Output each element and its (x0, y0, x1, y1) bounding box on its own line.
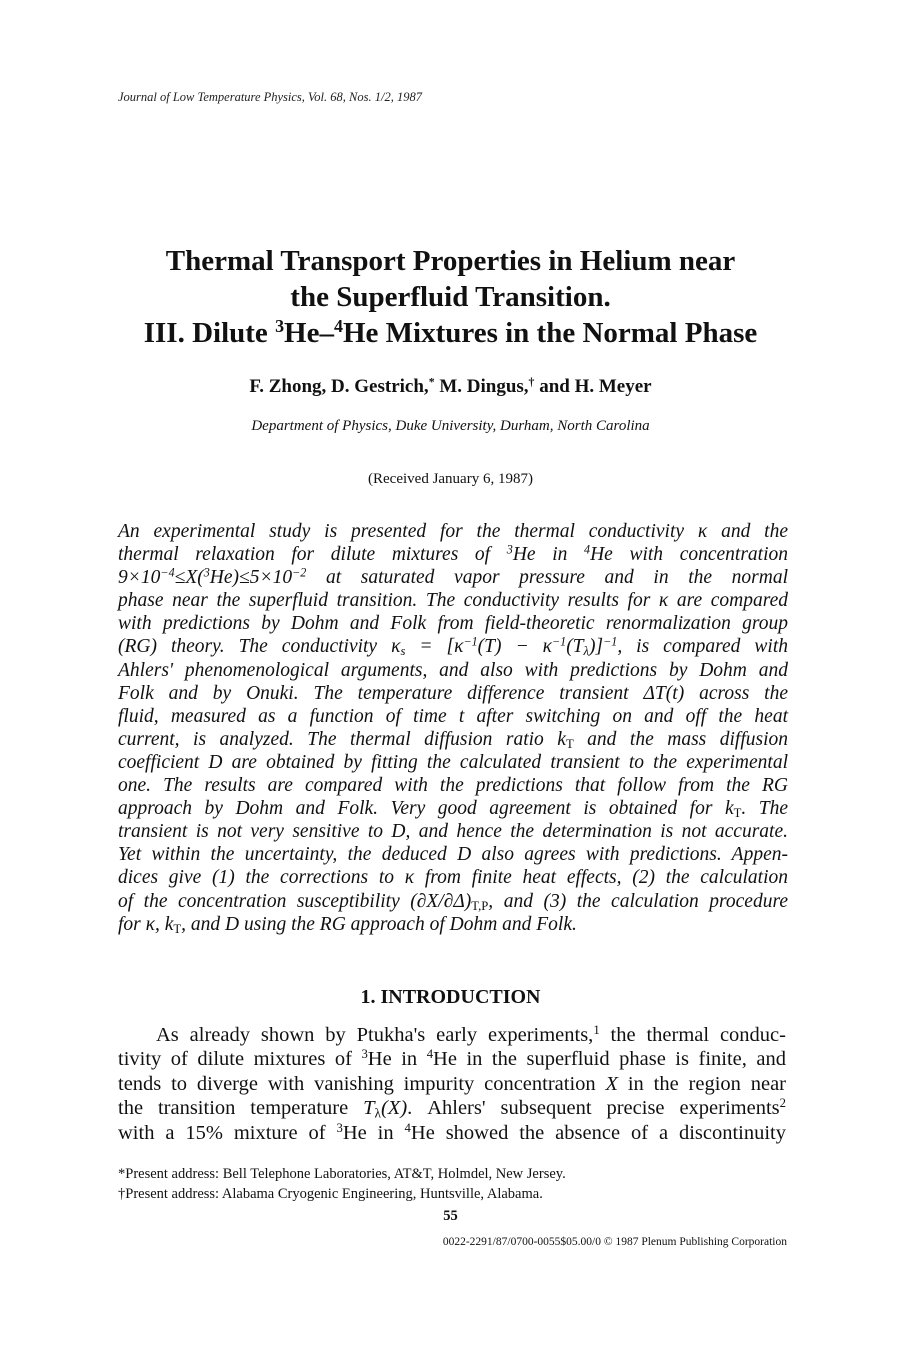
abstract-line: fluid, measured as a function of time t after switching on and off the heat (118, 705, 788, 727)
received-date: (Received January 6, 1987) (368, 471, 533, 487)
page-number: 55 (443, 1208, 458, 1224)
intro-line: the transition temperature $T_\lambda(X)$. Ahlers' subsequent precise experiments$^2$ (118, 1096, 786, 1121)
intro-paragraph (118, 1023, 786, 1145)
section-heading: 1. INTRODUCTION (360, 986, 541, 1008)
abstract-line: for κ, $k_T$, and D using the RG approach of Dohm and Folk. (118, 913, 577, 936)
abstract-line: current, is analyzed. The thermal diffusion ratio $k_T$ and the mass diffusion (118, 728, 788, 751)
abstract-line: (RG) theory. The conductivity $\kappa_s = [\kappa^{-1}(T) - \kappa^{-1}(T_\lambda)]^{-1}$, is compared with (118, 634, 788, 659)
abstract-line: with predictions by Dohm and Folk from field-theoretic renormalization group (118, 613, 788, 635)
title-line-2: the Superfluid Transition. (290, 281, 611, 313)
abstract-line: dices give (1) the corrections to κ from finite heat effects, (2) the calculation (118, 867, 788, 889)
footnote-2: †Present address: Alabama Cryogenic Engineering, Huntsville, Alabama. (118, 1186, 543, 1202)
title-line-3: III. Dilute $^3$He–$^4$He Mixtures in the Normal Phase (143, 316, 758, 349)
author-list: F. Zhong, D. Gestrich,* M. Dingus,† and H. Meyer (249, 375, 652, 397)
affiliation: Department of Physics, Duke University, Durham, North Carolina (251, 418, 650, 434)
intro-line: with a 15% mixture of $^3$He in $^4$He showed the absence of a discontinuity (118, 1120, 787, 1144)
abstract-line: Ahlers' phenomenological arguments, and also with predictions by Dohm and (118, 659, 788, 681)
intro-line: tivity of dilute mixtures of $^3$He in $^4$He in the superfluid phase is finite, and (118, 1047, 786, 1071)
abstract-line: Yet within the uncertainty, the deduced D also agrees with predictions. Appen- (118, 844, 788, 866)
abstract-line: thermal relaxation for dilute mixtures of $^3$He in $^4$He with concentration (118, 542, 789, 566)
abstract (118, 520, 788, 936)
abstract-line: phase near the superfluid transition. The conductivity results for κ are compared (118, 590, 788, 612)
abstract-line: transient is not very sensitive to D, and hence the determination is not accurate. (118, 821, 788, 843)
abstract-line: coefficient D are obtained by fitting the calculated transient to the experimental (118, 751, 788, 773)
copyright-line: 0022-2291/87/0700-0055$05.00/0 © 1987 Plenum Publishing Corporation (442, 1236, 787, 1248)
abstract-line: An experimental study is presented for the thermal conductivity κ and the (118, 521, 788, 542)
abstract-line: Folk and by Onuki. The temperature difference transient ΔT(t) across the (118, 682, 788, 704)
abstract-line: of the concentration susceptibility $(\partial X/\partial\Delta)_{T,P}$, and (3) the calculation procedure (118, 890, 788, 913)
abstract-line: approach by Dohm and Folk. Very good agreement is obtained for $k_T$. The (118, 798, 788, 821)
abstract-line: $9\times 10^{-4}\le X(^3He)\le 5\times 10^{-2}$ at saturated vapor pressure and in the normal (118, 565, 788, 589)
intro-line: As already shown by Ptukha's early experiments,$^1$ the thermal conduc- (156, 1023, 786, 1046)
footnote-1: *Present address: Bell Telephone Laboratories, AT&T, Holmdel, New Jersey. (118, 1166, 566, 1182)
title-line-1: Thermal Transport Properties in Helium near (165, 245, 736, 277)
abstract-line: one. The results are compared with the predictions that follow from the RG (118, 775, 788, 797)
intro-line: tends to diverge with vanishing impurity concentration X in the region near (118, 1072, 787, 1095)
journal-header: Journal of Low Temperature Physics, Vol. 68, Nos. 1/2, 1987 (118, 90, 422, 104)
